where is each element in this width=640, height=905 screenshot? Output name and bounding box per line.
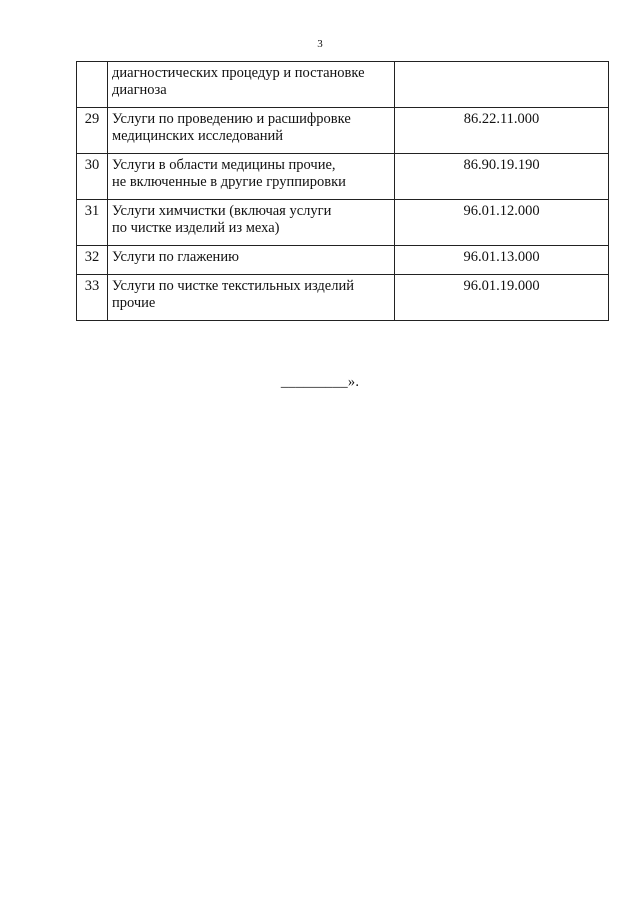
service-name-line: диагноза xyxy=(112,82,167,98)
service-name-line: диагностических процедур и постановке xyxy=(112,65,365,81)
okpd-code: 96.01.12.000 xyxy=(395,200,609,246)
service-name xyxy=(108,62,395,108)
row-number: 29 xyxy=(77,108,108,154)
okpd-code: 96.01.19.000 xyxy=(395,275,609,321)
service-name xyxy=(108,246,395,275)
row-number: 30 xyxy=(77,154,108,200)
service-name xyxy=(108,200,395,246)
okpd-code: 86.22.11.000 xyxy=(395,108,609,154)
service-name-line: не включенные в другие группировки xyxy=(112,174,346,190)
service-name-line: Услуги по глажению xyxy=(112,249,239,265)
service-name xyxy=(108,275,395,321)
closing-mark: _________». xyxy=(280,374,360,390)
row-number xyxy=(77,62,108,108)
service-name-line: медицинских исследований xyxy=(112,128,284,144)
okpd-code xyxy=(395,62,609,108)
service-name-line: Услуги в области медицины прочие, xyxy=(112,157,336,173)
service-name-line: Услуги по проведению и расшифровке xyxy=(112,111,351,127)
service-name-line: прочие xyxy=(112,295,156,311)
row-number: 33 xyxy=(77,275,108,321)
okpd-code: 86.90.19.190 xyxy=(395,154,609,200)
table-row xyxy=(77,108,609,154)
okpd-code: 96.01.13.000 xyxy=(395,246,609,275)
table-row xyxy=(77,246,609,275)
services-table xyxy=(76,61,609,321)
table-row xyxy=(77,275,609,321)
table-row xyxy=(77,154,609,200)
service-name-line: Услуги по чистке текстильных изделий xyxy=(112,278,354,294)
service-name-line: Услуги химчистки (включая услуги xyxy=(112,203,332,219)
service-name-line: по чистке изделий из меха) xyxy=(112,220,280,236)
services-table-body xyxy=(77,62,609,321)
table-row xyxy=(77,200,609,246)
service-name xyxy=(108,108,395,154)
row-number: 32 xyxy=(77,246,108,275)
row-number: 31 xyxy=(77,200,108,246)
table-row xyxy=(77,62,609,108)
page-number: 3 xyxy=(317,38,323,50)
service-name xyxy=(108,154,395,200)
